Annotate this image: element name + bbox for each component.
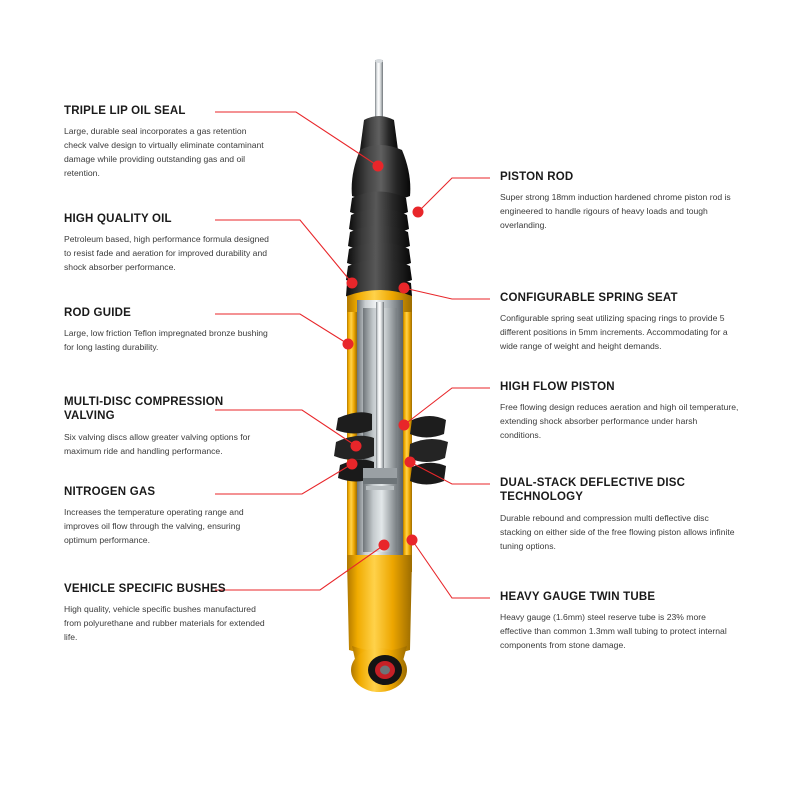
callout-nitrogen-gas [64,485,269,548]
callout-multi-disc-compression-valving [64,395,269,459]
callout-body: Heavy gauge (1.6mm) steel reserve tube is 23% more effective than common 1.3mm wall tubing to protect internal components from stone damage. [500,612,727,651]
callout-body: Configurable spring seat utilizing spacing rings to provide 5 different positions in 5mm increments. Accommodating for a wide range of weight and height demands. [500,313,728,352]
callout-body: Free flowing design reduces aeration and high oil temperature, extending shock absorber performance under harsh conditions. [500,402,739,441]
callout-body: Large, durable seal incorporates a gas retention check valve design to virtually eliminate contaminant damage while providing outstanding gas and oil retention. [64,126,264,179]
callout-title: ROD GUIDE [64,307,131,319]
callout-heavy-gauge-twin-tube [500,590,740,653]
callout-body: Petroleum based, high performance formula designed to resist fade and aeration for improved durability and shock absorber performance. [64,234,269,273]
shock-absorber-illustration [300,50,500,700]
callout-high-quality-oil [64,212,269,275]
callout-title: MULTI-DISC COMPRESSION VALVING [64,396,224,423]
callout-title: CONFIGURABLE SPRING SEAT [500,292,678,304]
callout-configurable-spring-seat [500,291,740,354]
callout-title: HEAVY GAUGE TWIN TUBE [500,591,656,603]
callout-body: Durable rebound and compression multi deflective disc stacking on either side of the free flowing piston allows infinite tuning options. [500,512,735,551]
callout-title: HIGH QUALITY OIL [64,213,172,225]
callout-title: VEHICLE SPECIFIC BUSHES [64,583,226,595]
callout-piston-rod [500,170,740,233]
callout-body: Super strong 18mm induction hardened chrome piston rod is engineered to handle rigours of heavy loads and tough overlanding. [500,192,731,231]
callout-triple-lip-oil-seal [64,104,269,181]
callout-title: NITROGEN GAS [64,486,156,498]
callout-rod-guide [64,306,269,355]
callout-body: Large, low friction Teflon impregnated bronze bushing for long lasting durability. [64,328,268,353]
callout-title: HIGH FLOW PISTON [500,381,615,393]
callout-dual-stack-deflective-disc-technology [500,476,740,554]
callout-high-flow-piston [500,380,740,443]
callout-title: TRIPLE LIP OIL SEAL [64,105,186,117]
callout-vehicle-specific-bushes [64,582,269,645]
callout-title: PISTON ROD [500,171,574,183]
callout-body: High quality, vehicle specific bushes manufactured from polyurethane and rubber materials for extended life. [64,604,265,643]
callout-title: DUAL-STACK DEFLECTIVE DISC TECHNOLOGY [500,477,686,504]
callout-body: Increases the temperature operating range and improves oil flow through the valving, ensuring optimum performance. [64,507,244,546]
callout-body: Six valving discs allow greater valving options for maximum ride and handling performance. [64,431,251,456]
